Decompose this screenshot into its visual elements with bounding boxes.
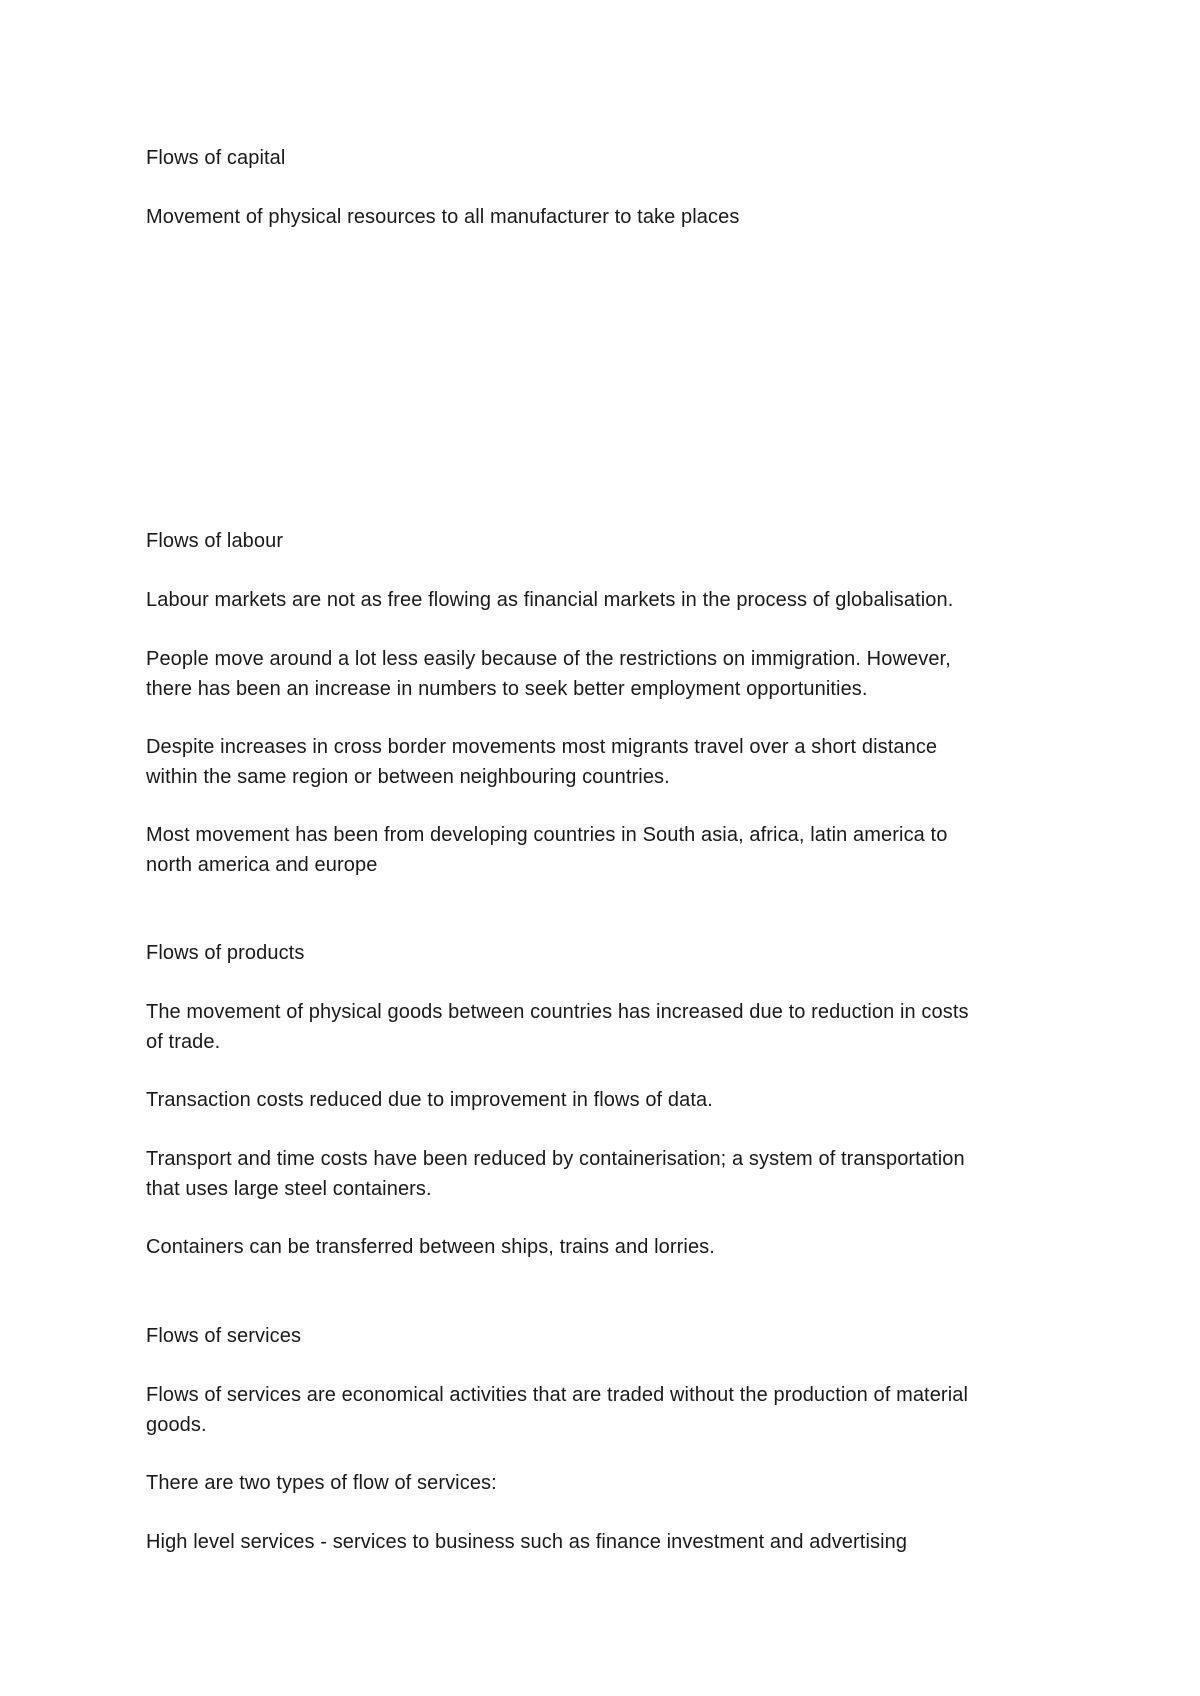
heading-flows-of-services: Flows of services xyxy=(146,1325,302,1347)
heading-flows-of-products: Flows of products xyxy=(146,942,305,964)
paragraph-line: Flows of services are economical activities that are traded without the production of material xyxy=(146,1384,969,1406)
paragraph-line: of trade. xyxy=(146,1030,221,1053)
paragraph-line: Transport and time costs have been reduced by containerisation; a system of transportation xyxy=(146,1148,965,1170)
paragraph-line: that uses large steel containers. xyxy=(146,1177,432,1200)
paragraph-line: Containers can be transferred between ships, trains and lorries. xyxy=(146,1236,715,1258)
paragraph xyxy=(146,645,1076,704)
paragraph-line: Despite increases in cross border movements most migrants travel over a short distance xyxy=(146,736,938,758)
paragraph xyxy=(146,586,1076,616)
paragraph xyxy=(146,821,1076,880)
paragraph xyxy=(146,1381,1076,1440)
paragraph-line: within the same region or between neighbouring countries. xyxy=(146,765,670,788)
paragraph-line: The movement of physical goods between countries has increased due to reduction in costs xyxy=(146,1001,969,1023)
paragraph xyxy=(146,1528,1076,1558)
paragraph xyxy=(146,1145,1076,1204)
paragraph xyxy=(146,203,1076,233)
paragraph-line: Transaction costs reduced due to improvement in flows of data. xyxy=(146,1089,713,1111)
paragraph xyxy=(146,1469,1076,1499)
paragraph-line: north america and europe xyxy=(146,853,378,876)
paragraph-line: goods. xyxy=(146,1413,207,1436)
paragraph xyxy=(146,998,1076,1057)
paragraph-line: Most movement has been from developing countries in South asia, africa, latin america to xyxy=(146,824,948,846)
heading-flows-of-labour: Flows of labour xyxy=(146,530,284,552)
paragraph-line: Movement of physical resources to all manufacturer to take places xyxy=(146,206,740,228)
paragraph-line: there has been an increase in numbers to seek better employment opportunities. xyxy=(146,677,868,700)
paragraph xyxy=(146,733,1076,792)
paragraph-line: Labour markets are not as free flowing as financial markets in the process of globalisation. xyxy=(146,589,954,611)
paragraph xyxy=(146,1086,1076,1116)
paragraph-line: People move around a lot less easily because of the restrictions on immigration. However, xyxy=(146,648,951,670)
paragraph-line: There are two types of flow of services: xyxy=(146,1472,497,1494)
paragraph-line: High level services - services to business such as finance investment and advertising xyxy=(146,1531,908,1553)
paragraph xyxy=(146,1233,1076,1263)
heading-flows-of-capital: Flows of capital xyxy=(146,147,286,169)
